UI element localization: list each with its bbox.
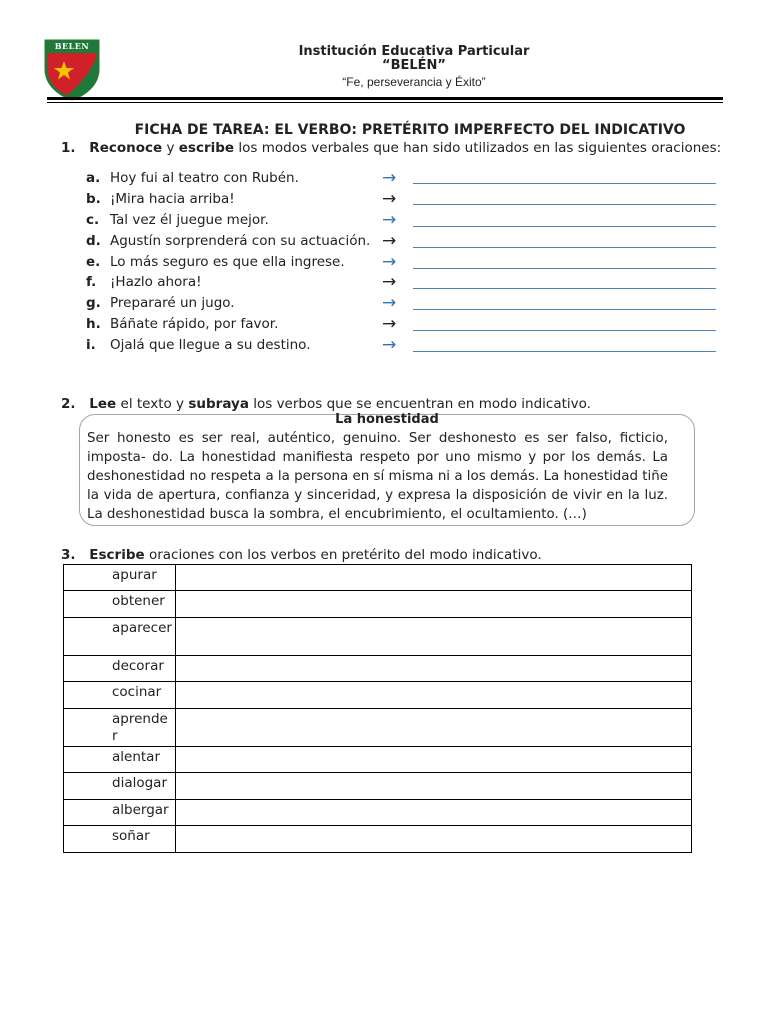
item-letter: i.	[86, 337, 96, 353]
sentence-item	[86, 212, 269, 228]
answer-line[interactable]	[413, 351, 716, 352]
arrow-icon: →	[382, 293, 397, 313]
verb-cell: obtener	[64, 591, 176, 618]
verb-cell: albergar	[64, 800, 176, 826]
instruction-verb: subraya	[188, 396, 249, 412]
school-name-line1: Institución Educativa Particular	[298, 44, 530, 59]
question-number: 3.	[61, 547, 76, 563]
item-sentence: ¡Mira hacia arriba!	[110, 191, 235, 207]
answer-line[interactable]	[413, 288, 716, 289]
arrow-icon: →	[382, 168, 397, 188]
instruction-text: y	[166, 140, 175, 156]
arrow-icon: →	[382, 272, 397, 292]
school-motto: “Fe, perseverancia y Éxito”	[342, 75, 486, 89]
arrow-icon: →	[382, 314, 397, 334]
item-letter: f.	[86, 274, 97, 290]
worksheet-title: FICHA DE TAREA: EL VERBO: PRETÉRITO IMPERFECTO DEL INDICATIVO	[134, 122, 686, 138]
arrow-icon: →	[382, 252, 397, 272]
instruction-text: oraciones con los verbos en pretérito del modo indicativo.	[148, 547, 542, 563]
sentence-item	[86, 274, 202, 290]
answer-line[interactable]	[413, 309, 716, 310]
sentence-item	[86, 233, 370, 249]
item-sentence: Báñate rápido, por favor.	[110, 316, 279, 332]
verb-cell: dialogar	[64, 773, 176, 800]
verb-cell: aparecer	[64, 618, 176, 656]
verb-cell: decorar	[64, 656, 176, 682]
table-row	[64, 773, 692, 800]
item-letter: g.	[86, 295, 101, 311]
school-name-line2: “BELÉN”	[382, 58, 446, 73]
item-sentence: Hoy fui al teatro con Rubén.	[110, 170, 299, 186]
sentence-item	[86, 295, 235, 311]
instruction-text: los verbos que se encuentran en modo indicativo.	[253, 396, 591, 412]
arrow-icon: →	[382, 335, 397, 355]
answer-line[interactable]	[413, 204, 716, 205]
table-row	[64, 826, 692, 853]
sentence-cell[interactable]	[176, 591, 692, 618]
header-rule-thin	[47, 102, 723, 103]
question-number: 1.	[61, 140, 76, 156]
item-letter: b.	[86, 191, 101, 207]
table-row	[64, 591, 692, 618]
item-letter: a.	[86, 170, 101, 186]
sentence-cell[interactable]	[176, 773, 692, 800]
sentence-cell[interactable]	[176, 826, 692, 853]
sentence-item	[86, 191, 235, 207]
sentence-cell[interactable]	[176, 800, 692, 826]
arrow-icon: →	[382, 189, 397, 209]
sentence-item	[86, 316, 278, 332]
verbs-table	[63, 564, 692, 853]
item-letter: h.	[86, 316, 101, 332]
table-row	[64, 656, 692, 682]
instruction-verb: Escribe	[89, 547, 145, 563]
sentence-item	[86, 254, 345, 270]
reading-text: Ser honesto es ser real, auténtico, genuino. Ser deshonesto es ser falso, ficticio, imposta- do. La honestidad manifiesta respeto por uno mismo y por los demás. La deshonestidad no respeta a la persona en sí misma ni a los demás. La honestidad tiñe la vida de apertura, confianza y sinceridad, y expresa la disposición de vivir en la luz. La deshonestidad busca la sombra, el encubrimiento, el ocultamiento. (…)	[87, 431, 668, 522]
table-row	[64, 800, 692, 826]
table-row	[64, 682, 692, 709]
sentence-cell[interactable]	[176, 747, 692, 773]
question-2-prompt	[61, 396, 591, 412]
table-row	[64, 709, 692, 747]
item-sentence: Prepararé un jugo.	[110, 295, 235, 311]
verb-cell: apurar	[64, 565, 176, 591]
answer-line[interactable]	[413, 226, 716, 227]
question-3-prompt	[61, 547, 542, 563]
item-letter: e.	[86, 254, 101, 270]
verb-cell: soñar	[64, 826, 176, 853]
arrow-icon: →	[382, 231, 397, 251]
sentence-cell[interactable]	[176, 709, 692, 747]
item-sentence: Tal vez él juegue mejor.	[110, 212, 269, 228]
sentence-cell[interactable]	[176, 682, 692, 709]
question-1-prompt	[61, 140, 721, 156]
item-letter: c.	[86, 212, 100, 228]
item-sentence: ¡Hazlo ahora!	[110, 274, 202, 290]
instruction-verb: escribe	[178, 140, 235, 156]
arrow-icon: →	[382, 210, 397, 230]
instruction-text: el texto y	[120, 396, 185, 412]
item-sentence: Agustín sorprenderá con su actuación.	[110, 233, 371, 249]
sentence-cell[interactable]	[176, 618, 692, 656]
header-rule-thick	[47, 97, 723, 100]
verb-cell: cocinar	[64, 682, 176, 709]
logo-text: BELEN	[54, 41, 90, 51]
reading-title: La honestidad	[335, 412, 439, 427]
item-sentence: Ojalá que llegue a su destino.	[110, 337, 311, 353]
sentence-cell[interactable]	[176, 656, 692, 682]
question-number: 2.	[61, 396, 76, 412]
sentence-cell[interactable]	[176, 565, 692, 591]
verb-cell: aprender	[64, 709, 176, 747]
sentence-item	[86, 170, 299, 186]
answer-line[interactable]	[413, 268, 716, 269]
answer-line[interactable]	[413, 330, 716, 331]
table-row	[64, 565, 692, 591]
verb-cell: alentar	[64, 747, 176, 773]
instruction-text: los modos verbales que han sido utilizados en las siguientes oraciones:	[238, 140, 722, 156]
table-row	[64, 618, 692, 656]
instruction-verb: Lee	[89, 396, 117, 412]
answer-line[interactable]	[413, 247, 716, 248]
answer-line[interactable]	[413, 183, 716, 184]
instruction-verb: Reconoce	[89, 140, 163, 156]
item-sentence: Lo más seguro es que ella ingrese.	[110, 254, 345, 270]
sentence-item	[86, 337, 310, 353]
table-row	[64, 747, 692, 773]
item-letter: d.	[86, 233, 101, 249]
